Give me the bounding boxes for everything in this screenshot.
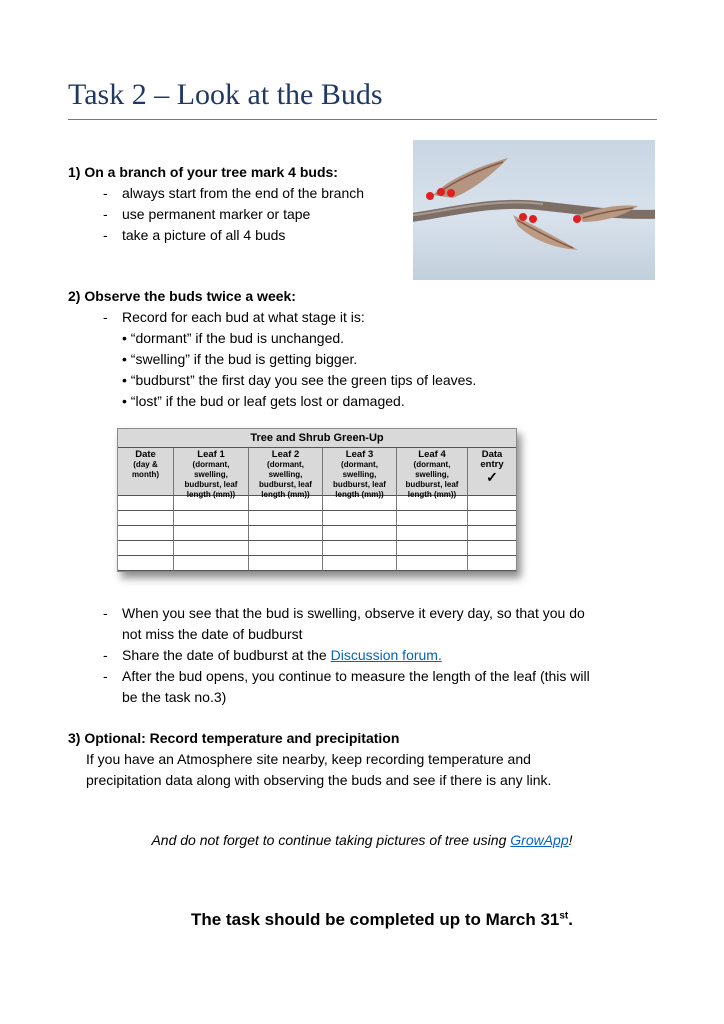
section-3 bbox=[68, 728, 551, 791]
table-cell bbox=[323, 526, 397, 541]
buds-photo bbox=[413, 140, 655, 280]
table-grid bbox=[118, 448, 516, 499]
date-header: Date (day & month) bbox=[118, 448, 174, 496]
table-cell bbox=[118, 541, 174, 556]
table-cell bbox=[468, 511, 516, 526]
section-2-continued bbox=[68, 603, 590, 708]
table-cell bbox=[468, 496, 516, 511]
list-item: - Record for each bud at what stage it is: bbox=[68, 307, 476, 328]
table-cell bbox=[323, 511, 397, 526]
table-cell bbox=[174, 556, 249, 571]
section-3-text: precipitation data along with observing the buds and see if there is any link. bbox=[86, 772, 552, 788]
list-item: - Share the date of budburst at the Discussion forum. bbox=[68, 645, 590, 666]
section-2-heading: 2) Observe the buds twice a week: bbox=[68, 288, 296, 304]
table-cell bbox=[323, 556, 397, 571]
leaf-4-header: Leaf 4 (dormant, swelling, budburst, leaf length (mm)) bbox=[397, 448, 468, 496]
title-underline bbox=[68, 119, 657, 120]
stage-item: • “budburst” the first day you see the green tips of leaves. bbox=[68, 370, 476, 391]
table-cell bbox=[397, 511, 468, 526]
list-item: - take a picture of all 4 buds bbox=[68, 225, 364, 246]
table-body bbox=[118, 496, 516, 571]
table-cell bbox=[118, 511, 174, 526]
list-item: - After the bud opens, you continue to measure the length of the leaf (this will bbox=[68, 666, 590, 687]
list-item: - When you see that the bud is swelling, observe it every day, so that you do bbox=[68, 603, 590, 624]
table-cell bbox=[397, 541, 468, 556]
checkmark-icon: ✓ bbox=[486, 469, 498, 485]
leaf-1-header: Leaf 1 (dormant, swelling, budburst, leaf length (mm)) bbox=[174, 448, 249, 496]
table-cell bbox=[397, 556, 468, 571]
table-cell bbox=[249, 496, 323, 511]
section-1 bbox=[68, 162, 364, 246]
table-cell bbox=[249, 511, 323, 526]
page-title: Task 2 – Look at the Buds bbox=[68, 78, 383, 111]
table-cell bbox=[118, 496, 174, 511]
table-cell bbox=[249, 556, 323, 571]
stage-item: • “dormant” if the bud is unchanged. bbox=[68, 328, 476, 349]
table-cell bbox=[397, 496, 468, 511]
section-2 bbox=[68, 286, 476, 412]
table-cell bbox=[323, 496, 397, 511]
section-3-heading: 3) Optional: Record temperature and precipitation bbox=[68, 730, 400, 746]
table-cell bbox=[249, 526, 323, 541]
list-item-continued: not miss the date of budburst bbox=[122, 626, 303, 642]
data-entry-header: Data entry ✓ bbox=[468, 448, 516, 496]
stage-item: • “swelling” if the bud is getting bigger. bbox=[68, 349, 476, 370]
growapp-link[interactable]: GrowApp bbox=[510, 832, 569, 848]
list-item: - use permanent marker or tape bbox=[68, 204, 364, 225]
section-3-text: If you have an Atmosphere site nearby, keep recording temperature and bbox=[86, 751, 531, 767]
reminder: And do not forget to continue taking pictures of tree using GrowApp! bbox=[151, 832, 573, 848]
table-cell bbox=[468, 541, 516, 556]
table-title: Tree and Shrub Green-Up bbox=[118, 429, 516, 448]
stage-item: • “lost” if the bud or leaf gets lost or damaged. bbox=[68, 391, 476, 412]
section-1-heading: 1) On a branch of your tree mark 4 buds: bbox=[68, 164, 338, 180]
table-cell bbox=[468, 556, 516, 571]
discussion-forum-link[interactable]: Discussion forum. bbox=[330, 647, 442, 663]
table-cell bbox=[118, 556, 174, 571]
table-cell bbox=[323, 541, 397, 556]
table-cell bbox=[249, 541, 323, 556]
table-cell bbox=[118, 526, 174, 541]
table-cell bbox=[174, 526, 249, 541]
list-item: - always start from the end of the branch bbox=[68, 183, 364, 204]
table-cell bbox=[397, 526, 468, 541]
leaf-2-header: Leaf 2 (dormant, swelling, budburst, leaf length (mm)) bbox=[249, 448, 323, 496]
table-cell bbox=[174, 511, 249, 526]
table-cell bbox=[468, 526, 516, 541]
table-cell bbox=[174, 496, 249, 511]
leaf-3-header: Leaf 3 (dormant, swelling, budburst, leaf length (mm)) bbox=[323, 448, 397, 496]
green-up-table bbox=[117, 428, 517, 572]
table-cell bbox=[174, 541, 249, 556]
list-item-continued: be the task no.3) bbox=[122, 689, 227, 705]
deadline: The task should be completed up to March 31st. bbox=[190, 910, 574, 929]
